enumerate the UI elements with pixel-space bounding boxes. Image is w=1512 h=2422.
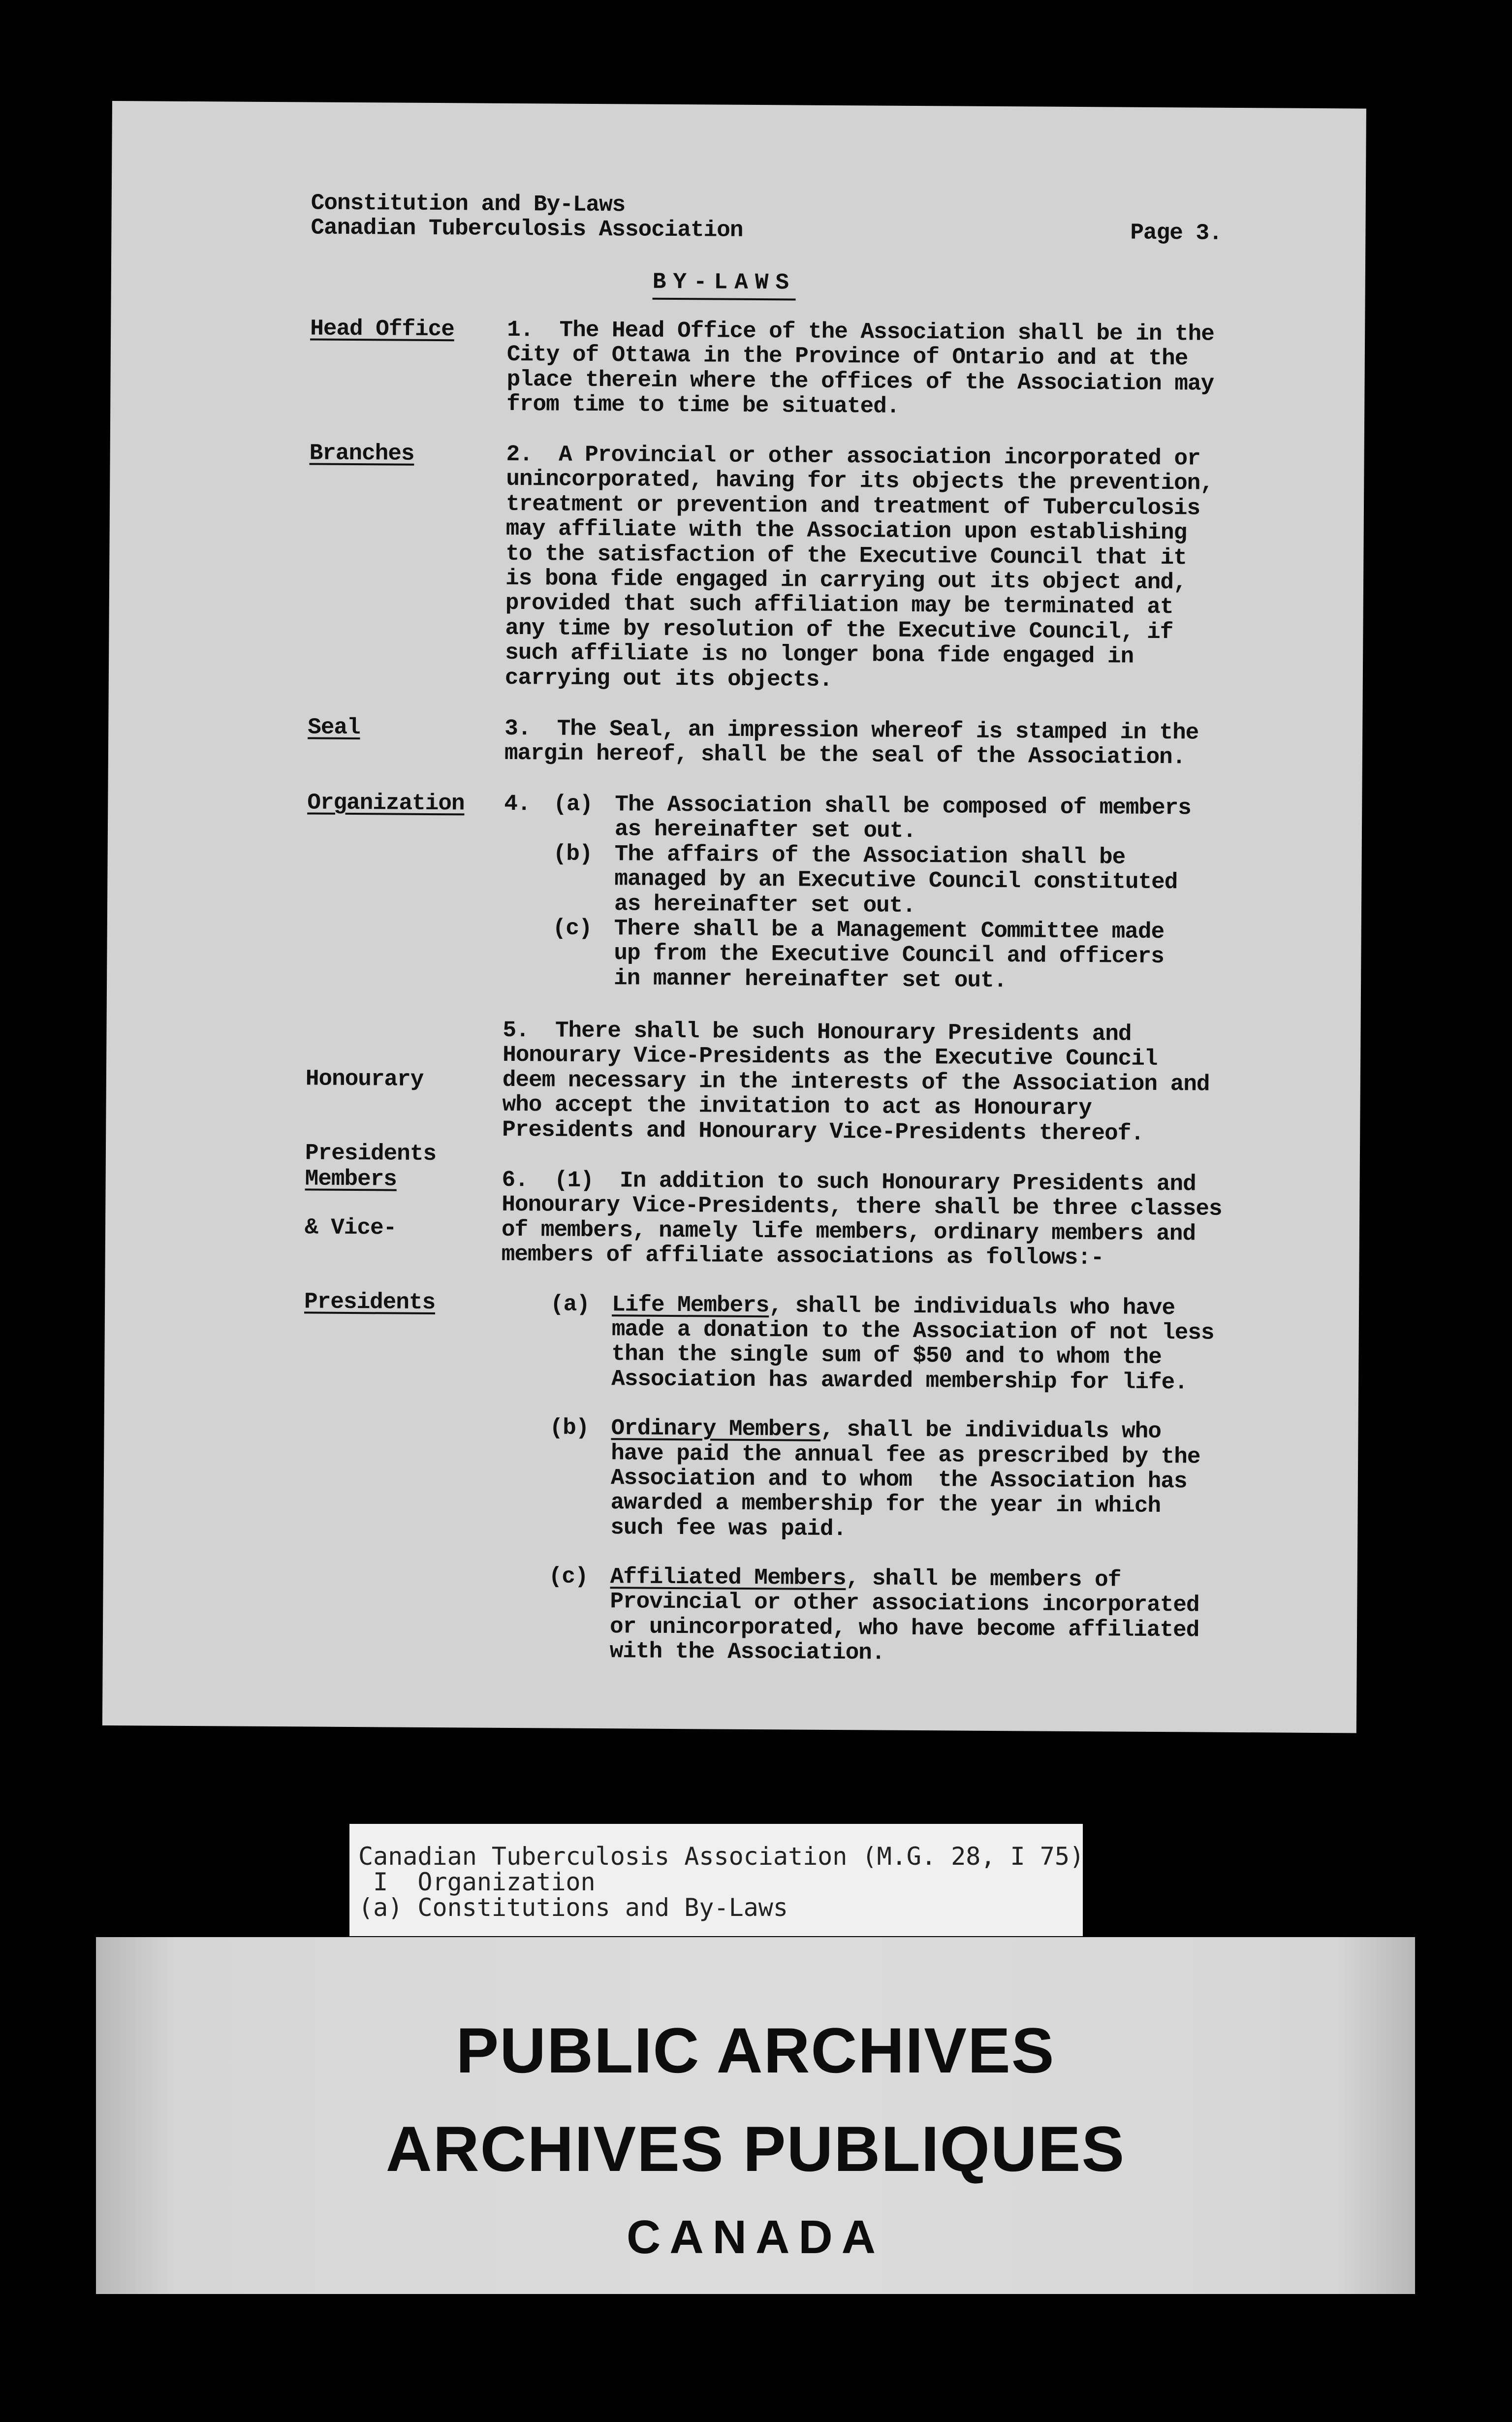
term-description: , shall be members of bbox=[846, 1565, 1121, 1593]
archive-reference-tag bbox=[349, 1824, 1083, 1936]
text-line: 1. The Head Office of the Association shall be in the bbox=[507, 317, 1214, 347]
label-line: Presidents bbox=[304, 1289, 436, 1316]
label-line: Honourary bbox=[305, 1066, 424, 1092]
archives-banner bbox=[96, 1937, 1415, 2294]
banner-line-2: ARCHIVES PUBLIQUES bbox=[385, 2113, 1126, 2185]
text-line: of members, namely life members, ordinary members and bbox=[501, 1216, 1196, 1247]
document-page bbox=[102, 101, 1366, 1733]
text-line: from time to time be situated. bbox=[506, 391, 900, 419]
text-line: as hereinafter set out. bbox=[614, 816, 916, 844]
list-item bbox=[504, 841, 1218, 920]
term: Ordinary Members bbox=[611, 1415, 821, 1442]
item-marker: (b) bbox=[549, 1415, 589, 1441]
tag-line: Canadian Tuberculosis Association (M.G. 28, I 75) bbox=[358, 1842, 1085, 1871]
section-number: 4. bbox=[504, 791, 531, 817]
text-line: is bona fide engaged in carrying out its object and, bbox=[505, 565, 1187, 596]
text-line: unincorporated, having for its objects the prevention, bbox=[506, 466, 1214, 497]
text-line: members of affiliate associations as follows:- bbox=[501, 1242, 1104, 1271]
text-line: margin hereof, shall be the seal of the Association. bbox=[504, 740, 1186, 770]
section-label-members: Members bbox=[305, 1166, 397, 1192]
text-line: 3. The Seal, an impression whereof is stamped in the bbox=[504, 715, 1199, 746]
text-line bbox=[611, 1416, 1214, 1444]
text-line: who accept the invitation to act as Honourary bbox=[502, 1092, 1092, 1121]
section-label-branches: Branches bbox=[309, 440, 414, 467]
text-line: Association and to whom the Association has bbox=[610, 1465, 1187, 1495]
section-body-members bbox=[499, 1167, 1222, 1667]
text-line: 5. There shall be such Honourary Presidents and bbox=[503, 1017, 1132, 1047]
text-line: have paid the annual fee as prescribed by the bbox=[611, 1440, 1200, 1470]
text-line: as hereinafter set out. bbox=[614, 891, 916, 919]
list-item bbox=[503, 916, 1217, 994]
text-line: such affiliate is no longer bona fide engaged in bbox=[505, 640, 1134, 669]
text-line: may affiliate with the Association upon establishing bbox=[505, 516, 1187, 546]
list-item bbox=[500, 1415, 1214, 1544]
text-line: Honourary Vice-Presidents, there shall be three classes bbox=[502, 1192, 1222, 1222]
text-line: place therein where the offices of the Association may bbox=[506, 366, 1214, 397]
text-line: awarded a membership for the year in which bbox=[610, 1490, 1161, 1519]
text-line: any time by resolution of the Executive Council, if bbox=[505, 615, 1173, 645]
item-marker: (c) bbox=[548, 1563, 588, 1590]
text-line: such fee was paid. bbox=[610, 1514, 847, 1542]
text-line: Presidents and Honourary Vice-Presidents thereof. bbox=[502, 1116, 1144, 1147]
page-title: BY-LAWS bbox=[653, 269, 796, 296]
text-line: to the satisfaction of the Executive Council that it bbox=[505, 541, 1187, 571]
text-line: in manner hereinafter set out. bbox=[613, 965, 1007, 993]
term: Affiliated Members bbox=[610, 1564, 846, 1592]
text-line: City of Ottawa in the Province of Ontario and at the bbox=[506, 342, 1188, 372]
text-line: than the single sum of $50 and to whom the bbox=[611, 1341, 1162, 1370]
section-label-head-office: Head Office bbox=[310, 316, 454, 343]
list-item bbox=[501, 1291, 1215, 1395]
text-line: up from the Executive Council and officers bbox=[614, 940, 1164, 970]
text-line: provided that such affiliation may be terminated at bbox=[505, 590, 1173, 620]
tag-line: I Organization bbox=[358, 1868, 596, 1896]
section-body-branches bbox=[505, 442, 1220, 695]
text-line: The Association shall be composed of members bbox=[615, 792, 1192, 821]
text-line: Honourary Vice-Presidents as the Executive Council bbox=[503, 1042, 1158, 1072]
text-line bbox=[610, 1564, 1213, 1593]
section-body-organization bbox=[503, 792, 1218, 994]
banner-line-3: CANADA bbox=[627, 2211, 884, 2263]
list-item bbox=[504, 792, 1218, 846]
text-line: or unincorporated, who have become affiliated bbox=[609, 1614, 1199, 1643]
text-line: treatment or prevention and treatment of Tuberculosis bbox=[505, 491, 1200, 521]
item-marker: (c) bbox=[552, 915, 592, 941]
text-line: Association has awarded membership for life. bbox=[611, 1366, 1188, 1396]
term-description: , shall be individuals who have bbox=[769, 1292, 1175, 1321]
text-line: made a donation to the Association of not less bbox=[611, 1316, 1214, 1346]
section-label-organization: Organization bbox=[307, 790, 465, 817]
banner-line-1: PUBLIC ARCHIVES bbox=[456, 2014, 1055, 2086]
text-line: carrying out its objects. bbox=[504, 665, 833, 693]
term-description: , shall be individuals who bbox=[820, 1416, 1162, 1445]
section-body-honourary bbox=[502, 1018, 1217, 1147]
text-line: deem necessary in the interests of the Association and bbox=[502, 1067, 1210, 1097]
header-line-2: Canadian Tuberculosis Association bbox=[311, 215, 743, 243]
term: Life Members bbox=[611, 1291, 769, 1318]
item-marker: (a) bbox=[550, 1291, 590, 1317]
text-line: 2. A Provincial or other association incorporated or bbox=[506, 441, 1200, 472]
page-number: Page 3. bbox=[1130, 220, 1222, 246]
label-line: Presidents bbox=[305, 1140, 437, 1167]
text-line bbox=[612, 1292, 1215, 1321]
list-item bbox=[499, 1564, 1213, 1667]
text-line: Provincial or other associations incorporated bbox=[610, 1589, 1199, 1619]
label-line: & Vice- bbox=[304, 1214, 397, 1241]
section-body-seal bbox=[504, 716, 1219, 770]
item-marker: (b) bbox=[553, 841, 593, 867]
text-line: There shall be a Management Committee made bbox=[614, 916, 1165, 945]
text-line: The affairs of the Association shall be bbox=[614, 841, 1126, 870]
text-line: with the Association. bbox=[609, 1638, 885, 1666]
header-line-1: Constitution and By-Laws bbox=[311, 190, 626, 218]
item-marker: (a) bbox=[553, 791, 593, 817]
section-body-head-office bbox=[506, 318, 1221, 421]
text-line: managed by an Executive Council constituted bbox=[614, 866, 1178, 895]
section-label-seal: Seal bbox=[308, 714, 360, 741]
tag-line: (a) Constitutions and By-Laws bbox=[358, 1893, 788, 1922]
text-line: 6. (1) In addition to such Honourary Presidents and bbox=[502, 1167, 1196, 1197]
